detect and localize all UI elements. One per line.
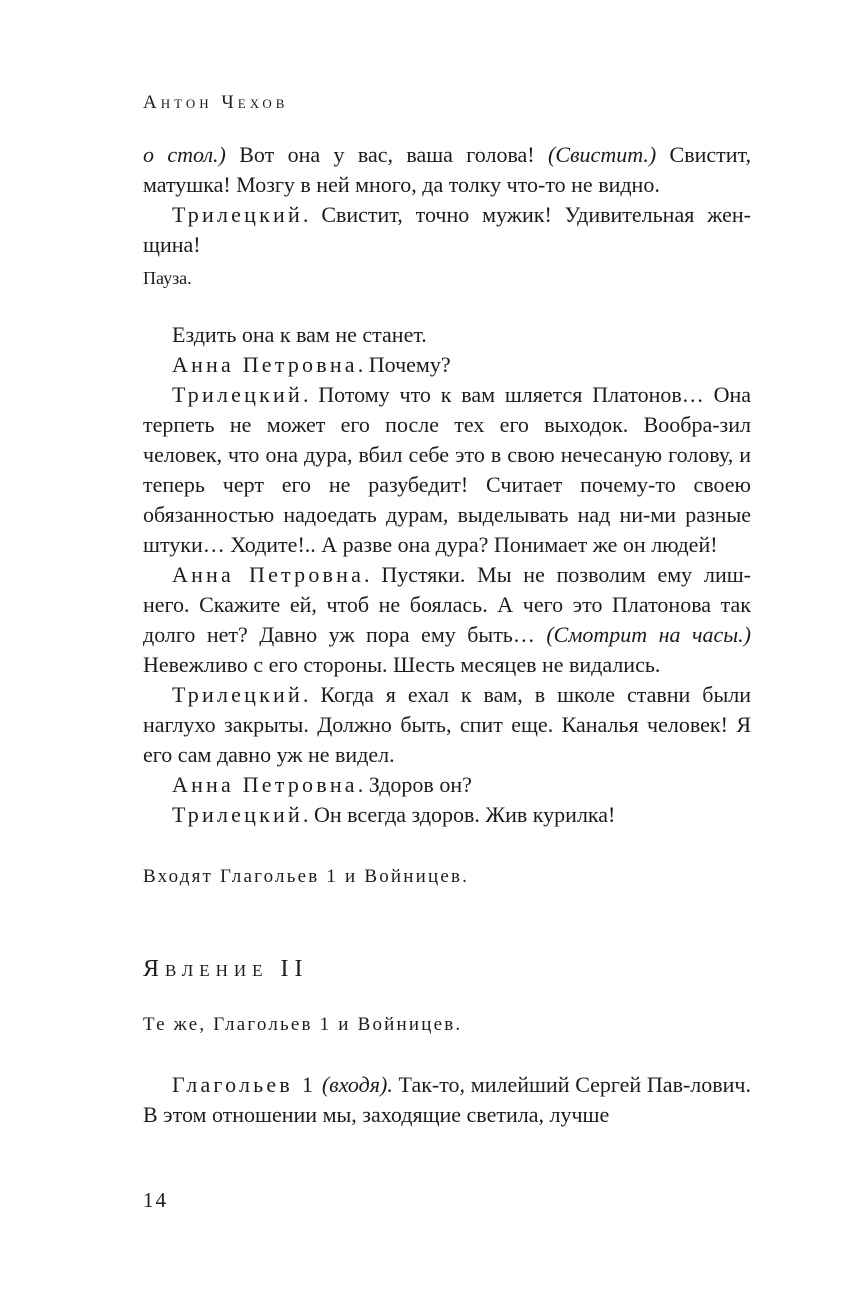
stage-direction: о стол.)	[143, 142, 226, 167]
stage-direction: (входя).	[321, 1072, 393, 1097]
speaker-name: Анна Петровна	[172, 562, 365, 587]
paragraph: Трилецкий. Потому что к вам шляется Платонов… Она терпеть не может его после тех его выходок. Вообра-зил человек, что она дура, вбил себе это в свою нечесаную голову, и теперь черт его не разубедит! Считает почему-то своею обязанностью надоедать дурам, выделывать над ни-ми разные штуки… Ходите!.. А разве она дура? Понимает же он людей!	[143, 382, 751, 557]
scene-cast: Те же, Глагольев 1 и Войницев.	[143, 1014, 463, 1035]
paragraph: Трилецкий. Когда я ехал к вам, в школе ставни были наглухо закрыты. Должно быть, спит еще. Каналья человек! Я его сам давно уж не видел.	[143, 682, 751, 767]
paragraph: Анна Петровна. Почему?	[172, 352, 451, 377]
paragraph: Трилецкий. Свистит, точно мужик! Удивительная жен-щина!	[143, 202, 751, 257]
stage-direction-enter: Входят Глагольев 1 и Войницев.	[143, 866, 470, 887]
body-text	[143, 140, 751, 1130]
paragraph: о стол.) Вот она у вас, ваша голова! (Свистит.) Свистит, матушка! Мозгу в ней много, да толку что-то не видно.	[143, 142, 751, 197]
speaker-name: Глагольев 1	[172, 1072, 317, 1097]
paragraph: Анна Петровна. Здоров он?	[172, 772, 472, 797]
page-number: 14	[143, 1188, 168, 1212]
speaker-name: Трилецкий	[172, 382, 303, 407]
speaker-name: Трилецкий	[172, 802, 303, 827]
paragraph: Анна Петровна. Пустяки. Мы не позволим ему лиш-него. Скажите ей, чтоб не боялась. А чего это Платонова так долго нет? Давно уж пора ему быть… (Смотрит на часы.) Невежливо с его стороны. Шесть месяцев не видались.	[143, 562, 752, 677]
speaker-name: Анна Петровна	[172, 772, 358, 797]
speaker-name: Анна Петровна	[172, 352, 358, 377]
speaker-name: Трилецкий	[172, 682, 303, 707]
running-head: Антон Чехов	[143, 92, 289, 113]
paragraph: Ездить она к вам не станет.	[172, 322, 427, 347]
speaker-name: Трилецкий	[172, 202, 303, 227]
stage-direction: (Смотрит на часы.)	[546, 622, 752, 647]
stage-direction: (Свистит.)	[548, 142, 657, 167]
paragraph: Трилецкий. Он всегда здоров. Жив курилка!	[172, 802, 616, 827]
paragraph: Глагольев 1 (входя). Так-то, милейший Сергей Пав-лович. В этом отношении мы, заходящие светила, лучше	[143, 1072, 751, 1127]
scene-title: Явление II	[143, 956, 309, 982]
stage-direction-pause: Пауза.	[143, 268, 192, 288]
